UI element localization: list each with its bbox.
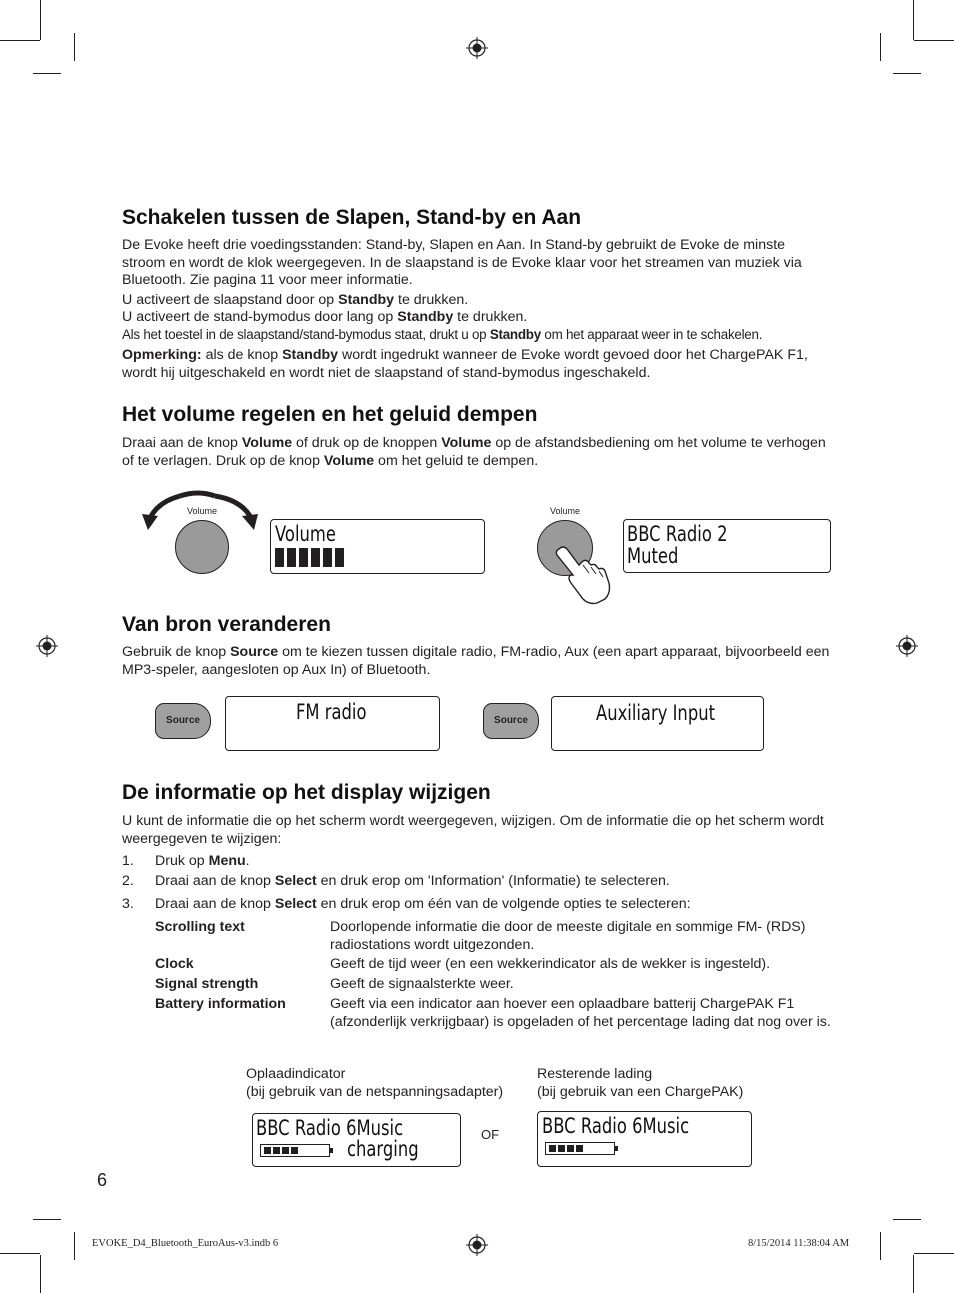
crop-mark bbox=[33, 73, 61, 74]
crop-mark bbox=[40, 1255, 41, 1293]
battery-charging-icon bbox=[260, 1144, 330, 1157]
lcd-fm-radio bbox=[225, 696, 440, 751]
section-title-source: Van bron veranderen bbox=[122, 613, 331, 636]
crop-mark bbox=[914, 1253, 954, 1254]
source-button[interactable]: Source bbox=[155, 703, 211, 739]
lcd-muted bbox=[623, 519, 831, 573]
standby-note: Opmerking: als de knop Standby wordt ingedrukt wanneer de Evoke wordt gevoed door het ChargePAK F1, wordt hij uitgeschakeld en wordt niet de slaapstand of stand-bymodus ingeschakeld. bbox=[122, 347, 808, 381]
finger-press-icon bbox=[553, 543, 615, 605]
step-text: Draai aan de knop Select en druk erop om 'Information' (Informatie) te selecteren. bbox=[155, 873, 670, 889]
or-label: OF bbox=[481, 1127, 500, 1142]
step-number: 3. bbox=[122, 896, 134, 912]
crop-mark bbox=[880, 33, 881, 61]
option-desc: Doorlopende informatie die door de meeste digitale en sommige FM- (RDS) radiostations wordt uitgezonden. bbox=[330, 919, 806, 953]
lcd-battery-charging bbox=[252, 1113, 461, 1167]
registration-mark-icon bbox=[896, 635, 918, 657]
crop-mark bbox=[33, 1219, 61, 1220]
lcd-volume bbox=[270, 519, 485, 574]
step-number: 2. bbox=[122, 873, 134, 889]
caption-remaining-sub: (bij gebruik van een ChargePAK) bbox=[537, 1084, 744, 1100]
step-text: Druk op Menu. bbox=[155, 853, 250, 869]
display-intro: U kunt de informatie die op het scherm wordt weergegeven, wijzigen. Om de informatie die op het scherm wordt weergegeven te wijzigen: bbox=[122, 813, 824, 847]
lcd-battery-charging-status: charging bbox=[347, 1137, 419, 1161]
battery-remaining-icon bbox=[545, 1142, 615, 1155]
lcd-fm-radio-text: FM radio bbox=[296, 700, 367, 724]
option-desc: Geeft via een indicator aan hoever een oplaadbare batterij ChargePAK F1 (afzonderlijk verkrijgbaar) is opgeladen of het percentage lading dat nog over is. bbox=[330, 996, 831, 1030]
option-desc: Geeft de tijd weer (en een wekkerindicator als de wekker is ingesteld). bbox=[330, 956, 771, 972]
section-title-standby: Schakelen tussen de Slapen, Stand-by en Aan bbox=[122, 206, 582, 229]
crop-mark bbox=[913, 1255, 914, 1293]
section-title-display: De informatie op het display wijzigen bbox=[122, 781, 491, 804]
source-text: Gebruik de knop Source om te kiezen tussen digitale radio, FM-radio, Aux (een apart apparaat, bijvoorbeeld een MP3-speler, aangesloten op Aux In) of Bluetooth. bbox=[122, 644, 830, 678]
volume-knob[interactable] bbox=[175, 520, 229, 574]
lcd-muted-status: Muted bbox=[627, 544, 679, 568]
crop-mark bbox=[893, 73, 921, 74]
step-text: Draai aan de knop Select en druk erop om één van de volgende opties te selecteren: bbox=[155, 896, 691, 912]
page-number: 6 bbox=[97, 1170, 108, 1190]
caption-remaining: Resterende lading bbox=[537, 1066, 653, 1082]
lcd-volume-text: Volume bbox=[275, 522, 336, 546]
footer-filename: EVOKE_D4_Bluetooth_EuroAus-v3.indb 6 bbox=[92, 1238, 279, 1249]
step-number: 1. bbox=[122, 853, 134, 869]
volume-text: Draai aan de knop Volume of druk op de knoppen Volume op de afstandsbediening om het volume te verhogen of te verlagen. Druk op de knop Volume om het geluid te dempen. bbox=[122, 435, 826, 469]
registration-mark-icon bbox=[36, 635, 58, 657]
crop-mark bbox=[40, 0, 41, 40]
lcd-battery-remaining-station: BBC Radio 6Music bbox=[542, 1114, 690, 1138]
crop-mark bbox=[893, 1219, 921, 1220]
volume-level-bar bbox=[275, 548, 351, 567]
lcd-auxiliary-input-text: Auxiliary Input bbox=[596, 701, 716, 725]
standby-line-standby: U activeert de stand-bymodus door lang op Standby te drukken. bbox=[122, 309, 528, 325]
crop-mark bbox=[74, 33, 75, 61]
standby-line-sleep: U activeert de slaapstand door op Standby te drukken. bbox=[122, 292, 469, 308]
option-term: Scrolling text bbox=[155, 919, 245, 935]
crop-mark bbox=[880, 1232, 881, 1260]
caption-charging: Oplaadindicator bbox=[246, 1066, 346, 1082]
lcd-battery-charging-station: BBC Radio 6Music bbox=[256, 1116, 404, 1140]
lcd-battery-remaining bbox=[537, 1111, 752, 1167]
crop-mark bbox=[913, 0, 914, 40]
option-desc: Geeft de signaalsterkte weer. bbox=[330, 976, 514, 992]
lcd-auxiliary-input bbox=[551, 696, 764, 751]
registration-mark-icon bbox=[466, 1234, 488, 1256]
option-term: Signal strength bbox=[155, 976, 259, 992]
source-button[interactable]: Source bbox=[483, 703, 539, 739]
crop-mark bbox=[0, 40, 40, 41]
option-term: Battery information bbox=[155, 996, 286, 1012]
volume-knob-label: Volume bbox=[186, 506, 218, 516]
standby-intro: De Evoke heeft drie voedingsstanden: Stand-by, Slapen en Aan. In Stand-by gebruikt de Evoke de minste stroom en wordt de klok weergegeven. In de slaapstand is de Evoke klaar voor het streamen van muziek via Bluetooth. Zie pagina 11 voor meer informatie. bbox=[122, 237, 802, 288]
standby-line-wake: Als het toestel in de slaapstand/stand-bymodus staat, drukt u op Standby om het apparaat weer in te schakelen. bbox=[122, 327, 763, 342]
option-term: Clock bbox=[155, 956, 194, 972]
footer-timestamp: 8/15/2014 11:38:04 AM bbox=[748, 1238, 850, 1249]
crop-mark bbox=[0, 1253, 40, 1254]
caption-charging-sub: (bij gebruik van de netspanningsadapter) bbox=[246, 1084, 504, 1100]
registration-mark-icon bbox=[466, 37, 488, 59]
crop-mark bbox=[74, 1232, 75, 1260]
volume-knob-label: Volume bbox=[549, 506, 581, 516]
section-title-volume: Het volume regelen en het geluid dempen bbox=[122, 403, 538, 426]
crop-mark bbox=[914, 40, 954, 41]
lcd-muted-station: BBC Radio 2 bbox=[627, 522, 728, 546]
